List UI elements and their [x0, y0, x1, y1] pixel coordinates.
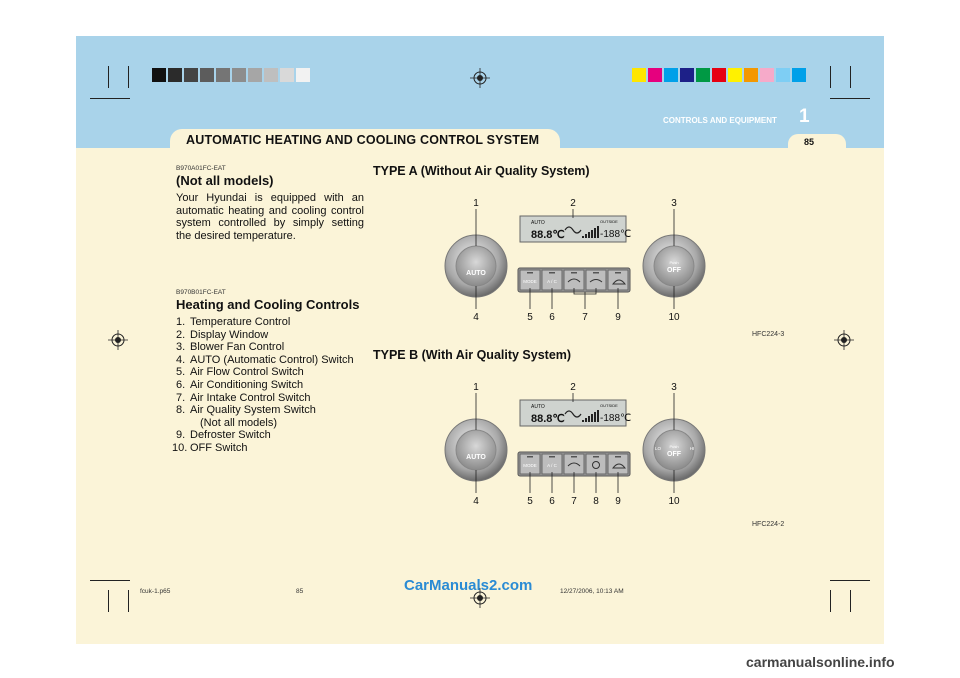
- callout-bottom-label: 9: [615, 312, 621, 323]
- color-swatch-8: [760, 68, 774, 82]
- controls-title: Heating and Cooling Controls: [176, 297, 360, 312]
- control-item-number: 7.: [176, 391, 186, 404]
- display-temperature: 88.8℃: [531, 413, 565, 425]
- control-item-number: 8.: [176, 404, 186, 417]
- push-label: Push: [669, 444, 679, 449]
- mode-button-label: MODE: [523, 463, 537, 468]
- button-indicator: [615, 272, 621, 274]
- fan-level-bar: [585, 234, 587, 238]
- color-swatch-2: [664, 68, 678, 82]
- figure-a-code: HFC224-3: [752, 331, 785, 338]
- fan-level-bar: [585, 418, 587, 422]
- fan-level-bar: [588, 416, 590, 422]
- control-item-number: 1.: [176, 316, 186, 328]
- controls-list: [172, 316, 364, 455]
- color-swatch-5: [712, 68, 726, 82]
- control-item-text: OFF Switch: [190, 441, 248, 454]
- button-indicator: [593, 272, 599, 274]
- gray-swatch-2: [184, 68, 198, 82]
- callout-bottom-label: 8: [593, 496, 599, 507]
- control-item-text: Display Window: [190, 328, 269, 341]
- control-list-item: [176, 392, 364, 405]
- hi-label: HI: [689, 446, 695, 451]
- color-swatch-3: [680, 68, 694, 82]
- footer-file: fcuk-1.p65: [140, 588, 171, 595]
- chapter-number: 1: [799, 106, 810, 127]
- auto-button-label: AUTO: [466, 270, 486, 277]
- gray-swatch-6: [248, 68, 262, 82]
- fan-level-bar: [582, 420, 584, 422]
- button-indicator: [549, 272, 555, 274]
- lo-label: LO: [654, 446, 662, 451]
- color-swatch-6: [728, 68, 742, 82]
- control-item-text: Temperature Control: [190, 316, 291, 328]
- control-item-text: Air Conditioning Switch: [190, 378, 304, 391]
- fan-level-bar: [582, 236, 584, 238]
- fan-level-bar: [594, 412, 596, 422]
- auto-button-icon: [456, 430, 496, 470]
- mode-button-label: MODE: [523, 279, 537, 284]
- chapter-label: CONTROLS AND EQUIPMENT: [663, 116, 777, 125]
- control-item-number: 5.: [176, 366, 186, 379]
- figure-b-code: HFC224-2: [752, 521, 785, 528]
- gray-swatch-strip: [152, 68, 312, 82]
- display-auto-text: AUTO: [531, 220, 545, 226]
- page-number-tab: [788, 134, 846, 152]
- section-title: AUTOMATIC HEATING AND COOLING CONTROL SYSTEM: [186, 133, 540, 147]
- fan-level-bar: [594, 228, 596, 238]
- control-item-number: 10.: [172, 441, 188, 454]
- callout-bottom-label: 4: [473, 496, 479, 507]
- control-list-item: [176, 417, 364, 430]
- callout-top-label: 1: [473, 198, 479, 209]
- color-swatch-10: [792, 68, 806, 82]
- footer-page: 85: [296, 588, 304, 595]
- color-swatch-1: [648, 68, 662, 82]
- color-swatch-4: [696, 68, 710, 82]
- callout-bottom-label: 7: [571, 496, 577, 507]
- callout-bottom-label: 6: [549, 496, 555, 507]
- gray-swatch-3: [200, 68, 214, 82]
- gray-swatch-1: [168, 68, 182, 82]
- callout-bottom-label: 9: [615, 496, 621, 507]
- gray-swatch-5: [232, 68, 246, 82]
- color-swatch-7: [744, 68, 758, 82]
- fan-level-bar: [591, 414, 593, 422]
- callout-bottom-label: 4: [473, 312, 479, 323]
- callout-bottom-label: 10: [668, 312, 680, 323]
- auto-button-label: AUTO: [466, 454, 486, 461]
- page-number: 85: [804, 137, 815, 147]
- fan-level-bar: [597, 226, 599, 238]
- callout-bottom-label: 6: [549, 312, 555, 323]
- fan-level-bar: [597, 410, 599, 422]
- display-outside-label: OUTSIDE: [600, 219, 618, 224]
- controls-code: B970B01FC-EAT: [176, 289, 226, 296]
- callout-bottom-label: 5: [527, 312, 533, 323]
- figure-a-panel: [428, 196, 728, 326]
- registration-mark-top-icon: [470, 68, 490, 88]
- control-list-item: [172, 441, 364, 455]
- control-list-item: [176, 354, 364, 367]
- display-temperature: 88.8℃: [531, 229, 565, 241]
- push-label: Push: [669, 260, 679, 265]
- button-indicator: [593, 456, 599, 458]
- callout-top-label: 2: [570, 198, 576, 209]
- button-indicator: [527, 272, 533, 274]
- controls-section: [172, 289, 364, 455]
- footer-datetime: 12/27/2006, 10:13 AM: [560, 588, 624, 595]
- control-list-item: [176, 341, 364, 354]
- callout-top-label: 3: [671, 382, 677, 393]
- ac-button-label: A / C: [547, 463, 557, 468]
- color-swatch-0: [632, 68, 646, 82]
- fan-level-bar: [591, 230, 593, 238]
- gray-swatch-9: [296, 68, 310, 82]
- callout-top-label: 3: [671, 198, 677, 209]
- control-item-number: 9.: [176, 429, 186, 442]
- control-list-item: [176, 329, 364, 342]
- button-indicator: [571, 456, 577, 458]
- hvac-panel-svg: [428, 380, 728, 510]
- figure-a-title: TYPE A (Without Air Quality System): [373, 164, 590, 178]
- control-list-item: [176, 379, 364, 392]
- color-swatch-strip: [632, 68, 808, 82]
- watermark-carmanualsonline[interactable]: carmanualsonline.info: [746, 654, 895, 670]
- color-swatch-9: [776, 68, 790, 82]
- display-auto-text: AUTO: [531, 404, 545, 410]
- control-item-number: 3.: [176, 341, 186, 354]
- intro-title: (Not all models): [176, 173, 274, 188]
- gray-swatch-0: [152, 68, 166, 82]
- callout-top-label: 1: [473, 382, 479, 393]
- control-list-item: [176, 429, 364, 442]
- callout-bottom-label: 10: [668, 496, 680, 507]
- control-item-text: (Not all models): [200, 416, 278, 429]
- gray-swatch-4: [216, 68, 230, 82]
- fan-level-bar: [588, 232, 590, 238]
- intro-code: B970A01FC-EAT: [176, 165, 226, 172]
- control-item-number: [176, 417, 190, 430]
- control-item-number: 2.: [176, 328, 186, 341]
- control-list-item: [176, 366, 364, 379]
- watermark-carmanuals2[interactable]: CarManuals2.com: [404, 577, 533, 594]
- control-list-item: [176, 316, 364, 329]
- callout-bottom-label: 5: [527, 496, 533, 507]
- gray-swatch-8: [280, 68, 294, 82]
- control-item-text: Air Quality System Switch: [190, 404, 316, 417]
- callout-bottom-label: 7: [582, 312, 588, 323]
- display-outside-temperature: -188℃: [600, 229, 632, 240]
- display-outside-temperature: -188℃: [600, 413, 632, 424]
- control-item-number: 6.: [176, 378, 186, 391]
- control-item-text: AUTO (Automatic Control) Switch: [190, 353, 354, 366]
- off-button-icon: [654, 246, 694, 286]
- figure-b-panel: [428, 380, 728, 510]
- control-item-number: 4.: [176, 353, 186, 366]
- registration-mark-right-icon: [834, 330, 854, 350]
- button-indicator: [549, 456, 555, 458]
- button-indicator: [527, 456, 533, 458]
- ac-button-label: A / C: [547, 279, 557, 284]
- control-item-text: Defroster Switch: [190, 429, 271, 442]
- auto-button-icon: [456, 246, 496, 286]
- button-indicator: [615, 456, 621, 458]
- control-item-text: Air Intake Control Switch: [190, 391, 311, 404]
- off-button-label: OFF: [667, 451, 681, 458]
- registration-mark-left-icon: [108, 330, 128, 350]
- control-list-item: [176, 404, 364, 417]
- control-item-text: Blower Fan Control: [190, 341, 285, 354]
- intro-section: [176, 165, 364, 242]
- display-outside-label: OUTSIDE: [600, 403, 618, 408]
- hvac-panel-svg: [428, 196, 728, 326]
- button-indicator: [571, 272, 577, 274]
- off-button-label: OFF: [667, 267, 681, 274]
- control-item-text: Air Flow Control Switch: [190, 366, 304, 379]
- figure-b-title: TYPE B (With Air Quality System): [373, 348, 572, 362]
- intro-text: Your Hyundai is equipped with an automatic heating and cooling control system controlled by simply setting the desired temperature.: [176, 192, 364, 242]
- gray-swatch-7: [264, 68, 278, 82]
- callout-top-label: 2: [570, 382, 576, 393]
